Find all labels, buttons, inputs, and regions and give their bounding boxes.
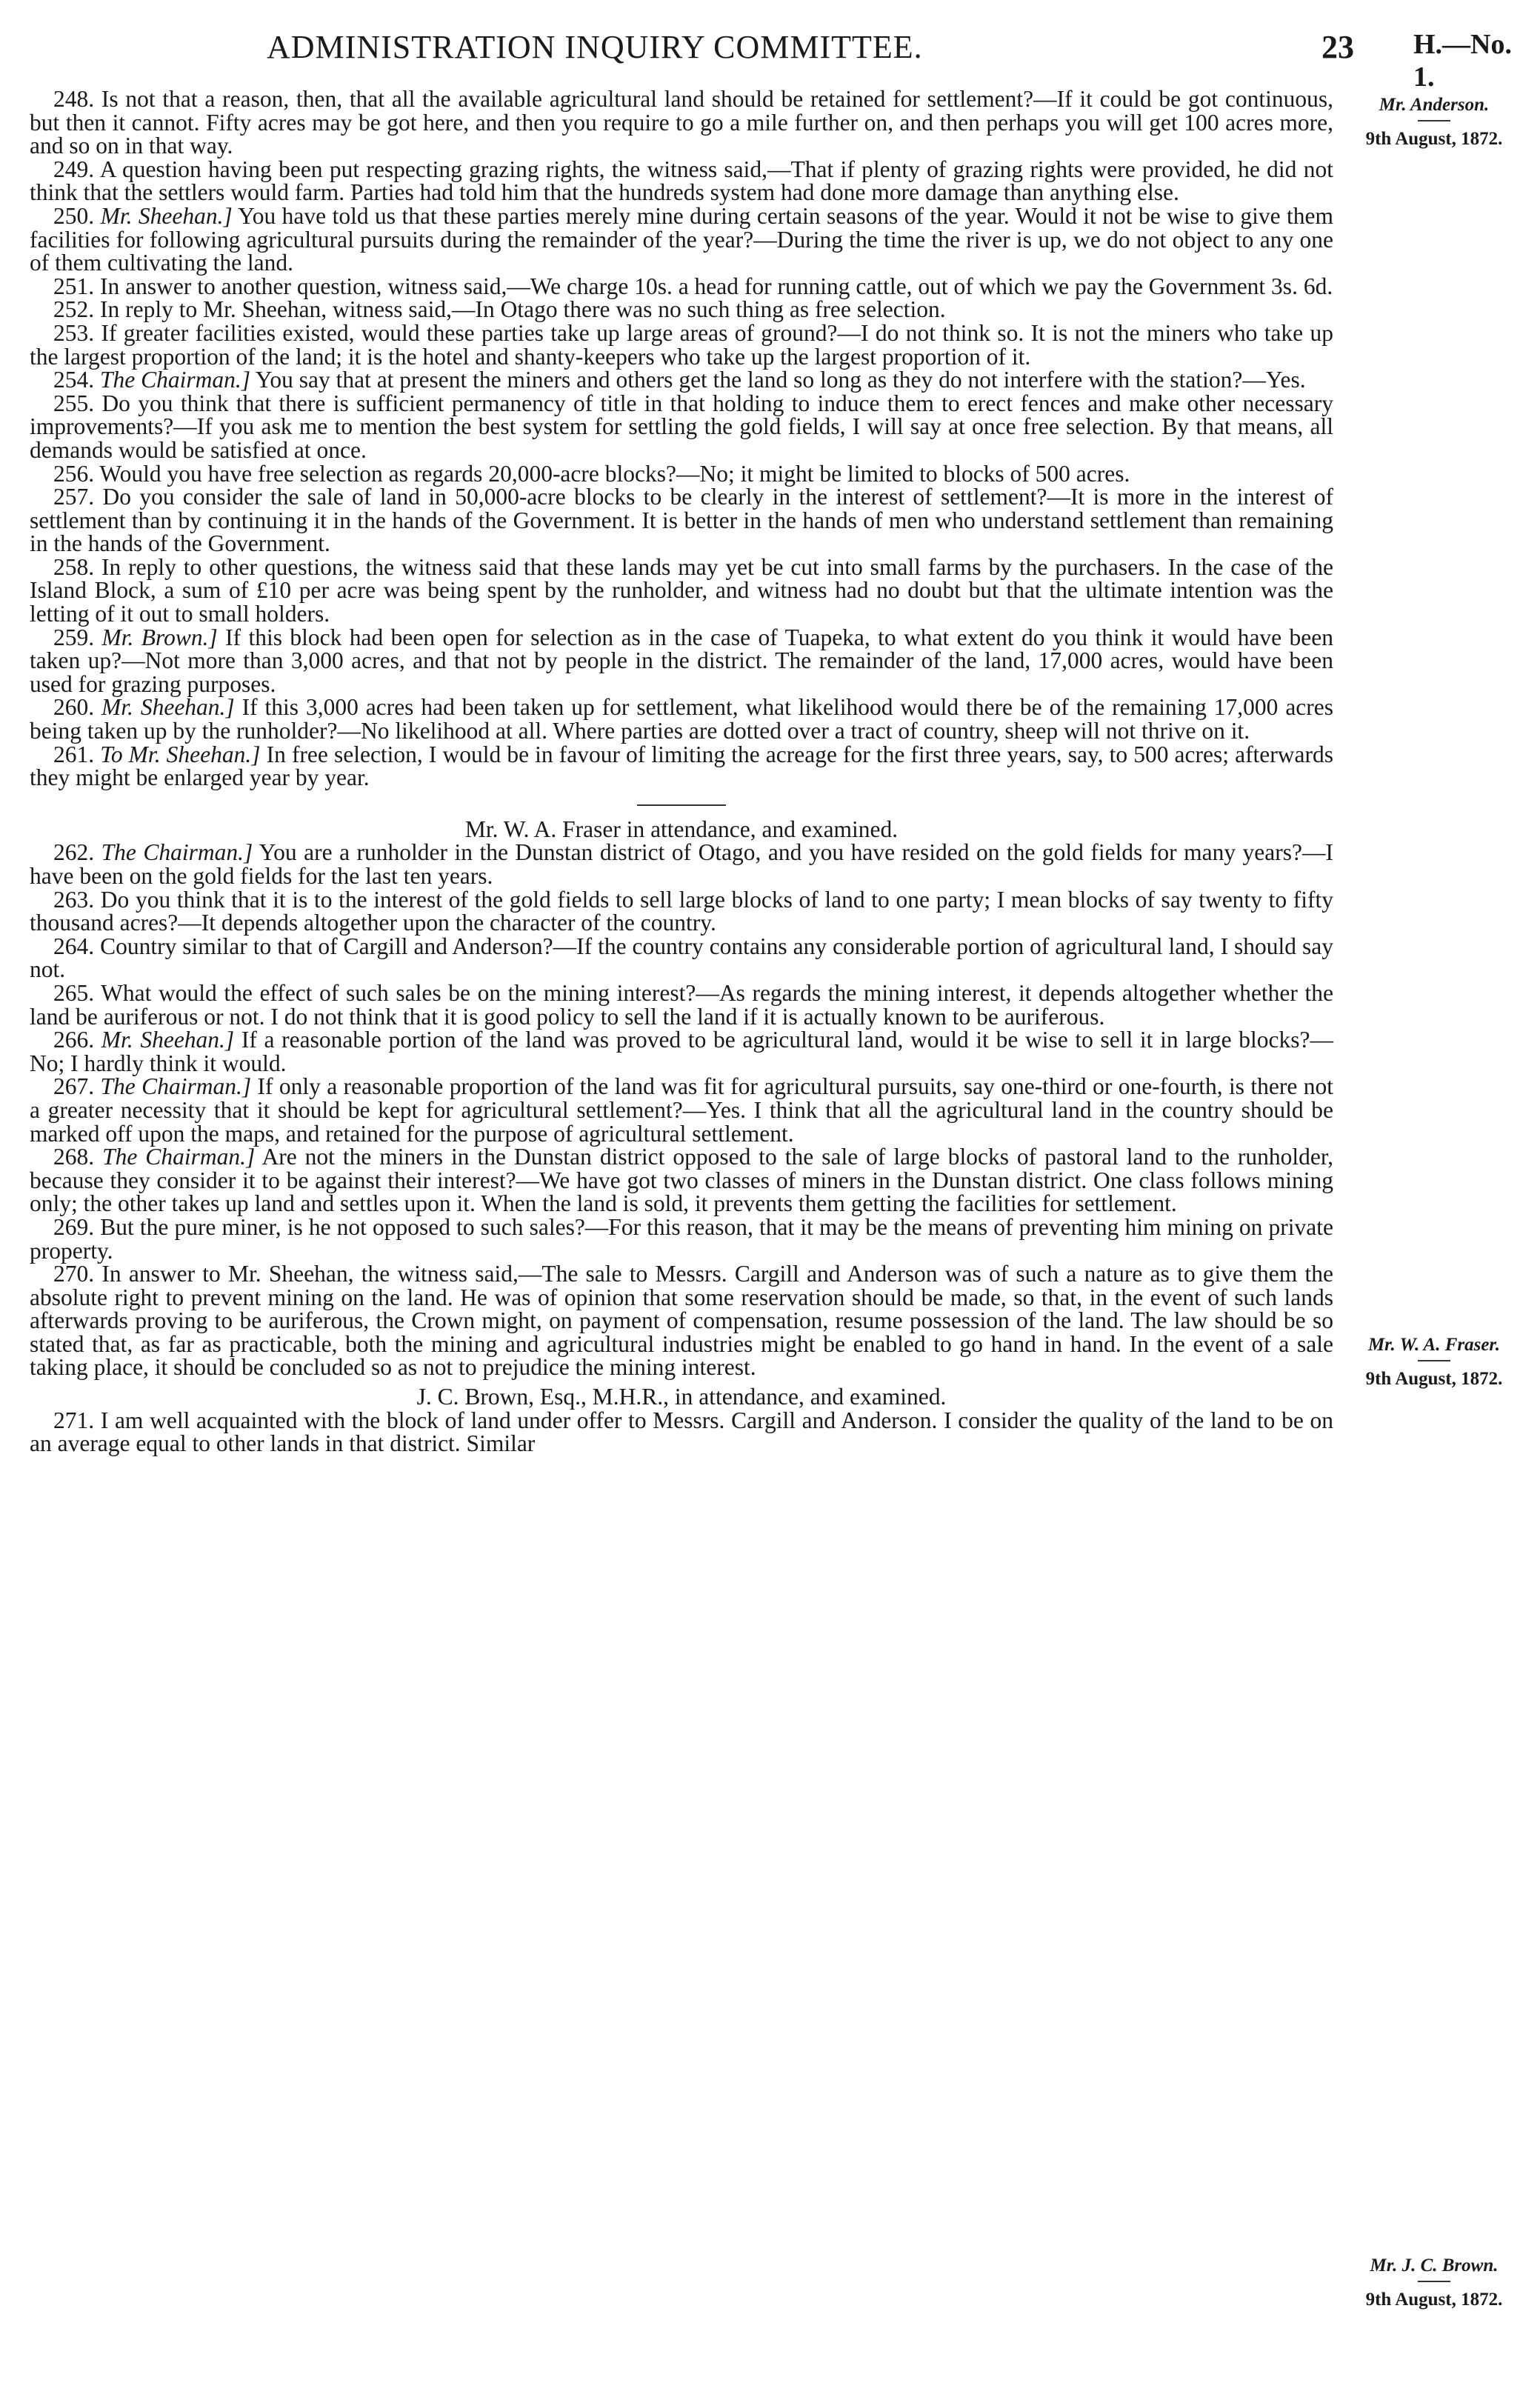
margin-note-fraser — [1338, 1335, 1530, 1390]
question-paragraph — [30, 743, 1333, 790]
speaker-label: Mr. Sheehan.] — [101, 694, 235, 721]
document-body — [30, 87, 1333, 1456]
question-paragraph — [30, 368, 1333, 392]
question-number: 262. — [53, 839, 95, 866]
question-number: 259. — [53, 624, 95, 650]
section-divider — [637, 804, 726, 806]
question-number: 254. — [53, 367, 95, 393]
question-paragraph: 256. Would you have free selection as regards 20,000-acre blocks?—No; it might be limited to blocks of 500 acres. — [53, 460, 1130, 487]
margin-note-date: 9th August, 1872. — [1365, 129, 1503, 149]
question-number: 268. — [53, 1144, 95, 1170]
question-paragraph: 257. Do you consider the sale of land in 50,000-acre blocks to be clearly in the interest of settlement?—It is more in the interest of settlement than by continuing it in the hands of the Government. It is better in the hands of men who understand settlement than remaining in the hands of the Government. — [30, 484, 1333, 557]
question-paragraph — [30, 696, 1333, 742]
page-header — [30, 28, 1525, 93]
question-paragraph: 271. I am well acquainted with the block of land under offer to Messrs. Cargill and Anderson. I consider the quality of the land to be on an average equal to other lands in that district. Similar — [30, 1407, 1333, 1457]
speaker-label: The Chairman.] — [102, 1144, 256, 1170]
margin-note-divider — [1418, 2281, 1450, 2282]
speaker-label: Mr. Sheehan.] — [100, 202, 233, 229]
paragraph-text: You say that at present the miners and others get the land so long as they do not interfere with the station?—Yes. — [255, 367, 1306, 393]
question-paragraph — [30, 841, 1333, 887]
margin-note-date: 9th August, 1872. — [1365, 2290, 1503, 2310]
question-paragraph: 252. In reply to Mr. Sheehan, witness said,—In Otago there was no such thing as free selection. — [53, 296, 946, 323]
speaker-label: The Chairman.] — [101, 839, 253, 866]
margin-note-date: 9th August, 1872. — [1365, 1369, 1503, 1389]
question-paragraph: 248. Is not that a reason, then, that all the available agricultural land should be retained for settlement?—If it could be got continuous, but then it cannot. Fifty acres may be got here, and then you require to go a mile further on, and then perhaps you will get 100 acres more, and so on in that way. — [30, 86, 1333, 159]
witness-heading-brown: J. C. Brown, Esq., M.H.R., in attendance, and examined. — [416, 1384, 947, 1410]
question-number: 267. — [53, 1073, 95, 1100]
margin-note-name: Mr. Anderson. — [1379, 95, 1490, 115]
question-paragraph: 258. In reply to other questions, the witness said that these lands may yet be cut into small farms by the purchasers. In the case of the Island Block, a sum of £10 per acre was being spent by the runholder, and witness had no doubt but that the ultimate intention was the letting of it out to small holders. — [30, 553, 1333, 627]
section-anderson-evidence — [30, 87, 1333, 790]
question-paragraph — [30, 1028, 1333, 1075]
question-number: 260. — [53, 694, 95, 721]
paragraph-text: In free selection, I would be in favour of limiting the acreage for the first three years, say, to 500 acres; afterwards they might be enlarged year by year. — [30, 741, 1334, 791]
paragraph-text: If this 3,000 acres had been taken up for settlement, what likelihood would there be of the remaining 17,000 acres being taken up by the runholder?—No likelihood at all. Where parties are dotted over a tract of country, sheep will not thrive on it. — [30, 694, 1334, 744]
question-paragraph: 249. A question having been put respecting grazing rights, the witness said,—That if plenty of grazing rights were provided, he did not think that the settlers would farm. Parties had told him that the hundreds system had done more damage than anything else. — [30, 156, 1333, 206]
paragraph-text: If this block had been open for selection as in the case of Tuapeka, to what extent do you think it would have been taken up?—Not more than 3,000 acres, and that not by people in the district. The remainder of the land, 17,000 acres, would have been used for grazing purposes. — [30, 624, 1334, 697]
witness-heading-fraser: Mr. W. A. Fraser in attendance, and examined. — [464, 816, 899, 842]
question-paragraph — [30, 1075, 1333, 1145]
question-number: 266. — [53, 1027, 95, 1053]
paragraph-text: Are not the miners in the Dunstan district opposed to the sale of large blocks of pastoral land to the runholder, because they consider it to be against their interest?—We have got two classes of miners in the Dunstan district. One class follows mining only; the other takes up land and settles upon it. When the land is sold, it prevents them getting the facilities for settlement. — [30, 1144, 1333, 1217]
question-number: 250. — [53, 202, 95, 229]
speaker-label: Mr. Sheehan.] — [101, 1027, 235, 1053]
paragraph-text: You have told us that these parties merely mine during certain seasons of the year. Would it not be wise to give them facilities for following agricultural pursuits during the remainder of the year?—During the time the river is up, we do not object to any one of them cultivating the land. — [30, 202, 1334, 276]
speaker-label: Mr. Brown.] — [101, 624, 218, 650]
margin-note-name: Mr. W. A. Fraser. — [1367, 1335, 1501, 1355]
question-paragraph: 263. Do you think that it is to the interest of the gold fields to sell large blocks of land to one party; I mean blocks of say twenty to fifty thousand acres?—It depends altogether upon the character of the country. — [30, 886, 1333, 936]
section-fraser-evidence — [30, 841, 1333, 1379]
margin-note-name: Mr. J. C. Brown. — [1370, 2256, 1499, 2276]
question-paragraph: 264. Country similar to that of Cargill and Anderson?—If the country contains any considerable portion of agricultural land, I should say not. — [30, 933, 1333, 983]
margin-note-anderson — [1338, 95, 1530, 150]
question-paragraph: 255. Do you think that there is sufficient permanency of title in that holding to induce them to erect fences and make other necessary improvements?—If you ask me to mention the best system for settling the gold fields, I will say at once free selection. By that means, all demands would be satisfied at once. — [30, 390, 1333, 463]
speaker-label: The Chairman.] — [100, 367, 251, 393]
margin-note-brown — [1338, 2256, 1530, 2310]
question-paragraph: 269. But the pure miner, is he not opposed to such sales?—For this reason, that it may be the means of preventing him mining on private property. — [30, 1213, 1333, 1264]
page-title: ADMINISTRATION INQUIRY COMMITTEE. — [267, 29, 923, 65]
question-paragraph: 270. In answer to Mr. Sheehan, the witness said,—The sale to Messrs. Cargill and Anderson was of such a nature as to give them the absolute right to prevent mining on the land. He was of opinion that some reservation should be made, so that, in the event of such lands afterwards proving to be auriferous, the Crown might, on payment of compensation, resume possession of the land. The law should be so stated that, as far as practicable, both the mining and agricultural industries might be enabled to go hand in hand. In the event of a sale taking place, it should be concluded so as not to prejudice the mining interest. — [30, 1261, 1333, 1381]
speaker-label: To Mr. Sheehan.] — [100, 741, 261, 767]
speaker-label: The Chairman.] — [100, 1073, 252, 1100]
document-reference: H.—No. 1. — [1413, 29, 1512, 93]
question-paragraph — [30, 626, 1333, 696]
paragraph-text: You are a runholder in the Dunstan district of Otago, and you have resided on the gold fields for many years?—I have been on the gold fields for the last ten years. — [30, 839, 1333, 889]
paragraph-text: If only a reasonable proportion of the land was fit for agricultural pursuits, say one-third or one-fourth, is there not a greater necessity that it should be kept for agricultural settlement?—Yes. I think that all the agricultural land in the country should be marked off upon the maps, and retained for the purpose of agricultural settlement. — [30, 1073, 1334, 1147]
page-number: 23 — [1321, 29, 1354, 65]
margin-note-divider — [1418, 120, 1450, 121]
question-paragraph — [30, 204, 1333, 275]
section-brown-evidence — [30, 1409, 1333, 1456]
question-paragraph: 265. What would the effect of such sales be on the mining interest?—As regards the mining interest, it depends altogether whether the land be auriferous or not. I do not think that it is good policy to sell the land if it is actually known to be auriferous. — [30, 979, 1333, 1030]
question-paragraph: 251. In answer to another question, witness said,—We charge 10s. a head for running cattle, out of which we pay the Government 3s. 6d. — [53, 273, 1333, 299]
paragraph-text: If a reasonable portion of the land was proved to be agricultural land, would it be wise to sell it in large blocks?—No; I hardly think it would. — [30, 1027, 1334, 1076]
margin-note-divider — [1418, 1360, 1450, 1361]
question-paragraph — [30, 1145, 1333, 1216]
question-number: 261. — [53, 741, 95, 767]
question-paragraph: 253. If greater facilities existed, would these parties take up large areas of ground?—I do not think so. It is not the miners who take up the largest proportion of the land; it is the hotel and shanty-keepers who take up the largest proportion of it. — [30, 319, 1333, 370]
